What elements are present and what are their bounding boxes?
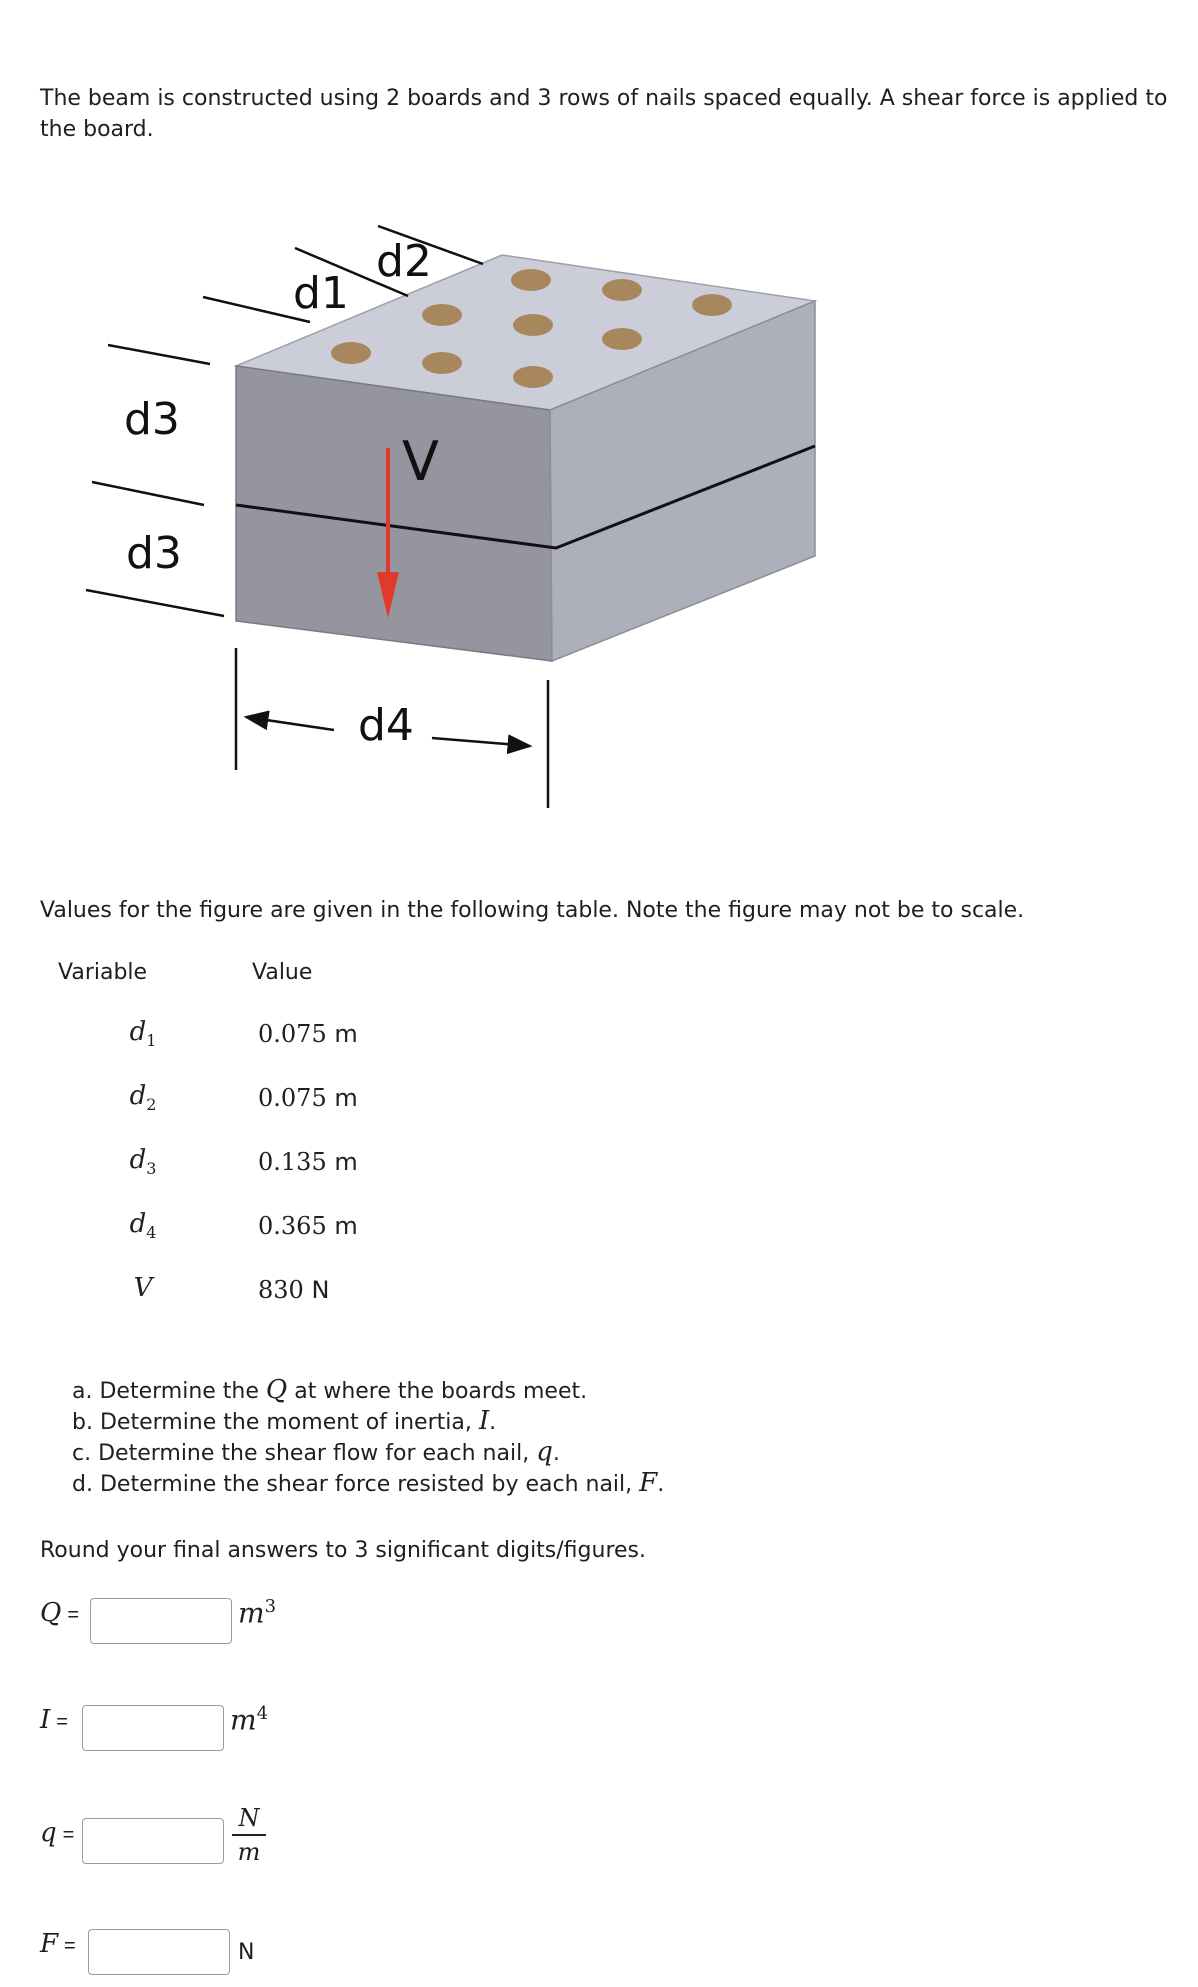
nail — [602, 328, 642, 350]
answer-label-Q: Q = — [40, 1598, 80, 1628]
beam-figure — [0, 210, 1198, 830]
answer-label-F: F = — [40, 1929, 76, 1959]
table-header-variable: Variable — [58, 960, 148, 985]
table-header-value: Value — [252, 960, 313, 985]
table-row-var-d4: $d_4$ — [129, 1209, 157, 1243]
answer-input-Q[interactable] — [90, 1598, 232, 1644]
problem-statement: The beam is constructed using 2 boards and 3 rows of nails spaced equally. A shear force is applied to the board. — [40, 86, 1168, 142]
table-row-value-V: 830 N — [258, 1276, 330, 1304]
unit-F: N — [238, 1940, 255, 1965]
label-d2: d2 — [376, 236, 432, 287]
table-row-value-d3: 0.135 m — [258, 1148, 358, 1176]
question-a: a. Determine the Q at where the boards meet. — [72, 1375, 588, 1405]
question-d: d. Determine the shear force resisted by each nail, F. — [72, 1468, 665, 1498]
nail — [602, 279, 642, 301]
nail — [511, 269, 551, 291]
table-row-value-d4: 0.365 m — [258, 1212, 358, 1240]
nail — [513, 366, 553, 388]
unit-q: N m — [232, 1804, 266, 1866]
label-V: V — [402, 430, 439, 493]
rounding-instruction: Round your final answers to 3 significant digits/figures. — [40, 1538, 646, 1563]
beam-front-face — [236, 366, 552, 661]
answer-input-I[interactable] — [82, 1705, 224, 1751]
table-row-var-d1: $d_1$ — [129, 1017, 157, 1051]
answer-label-I: I = — [40, 1705, 68, 1735]
label-d4: d4 — [358, 700, 414, 751]
question-c: c. Determine the shear flow for each nail, q. — [72, 1437, 560, 1467]
nail — [422, 352, 462, 374]
values-note: Values for the figure are given in the following table. Note the figure may not be to scale. — [40, 898, 1025, 923]
nail — [692, 294, 732, 316]
answer-label-q: q = — [40, 1818, 75, 1848]
table-row-value-d1: 0.075 m — [258, 1020, 358, 1048]
nail — [513, 314, 553, 336]
question-list — [72, 1375, 664, 1499]
table-row-var-d2: $d_2$ — [129, 1081, 157, 1115]
unit-Q: $m^3$ — [238, 1596, 277, 1630]
nail — [422, 304, 462, 326]
question-b: b. Determine the moment of inertia, I. — [72, 1406, 497, 1436]
nail — [331, 342, 371, 364]
answer-input-F[interactable] — [88, 1929, 230, 1975]
label-d3-bottom: d3 — [126, 528, 182, 579]
table-row-var-V: V — [133, 1273, 153, 1303]
label-d3-top: d3 — [124, 394, 180, 445]
answer-input-q[interactable] — [82, 1818, 224, 1864]
unit-I: $m^4$ — [230, 1703, 269, 1737]
table-row-var-d3: $d_3$ — [129, 1145, 157, 1179]
label-d1: d1 — [293, 268, 349, 319]
table-row-value-d2: 0.075 m — [258, 1084, 358, 1112]
